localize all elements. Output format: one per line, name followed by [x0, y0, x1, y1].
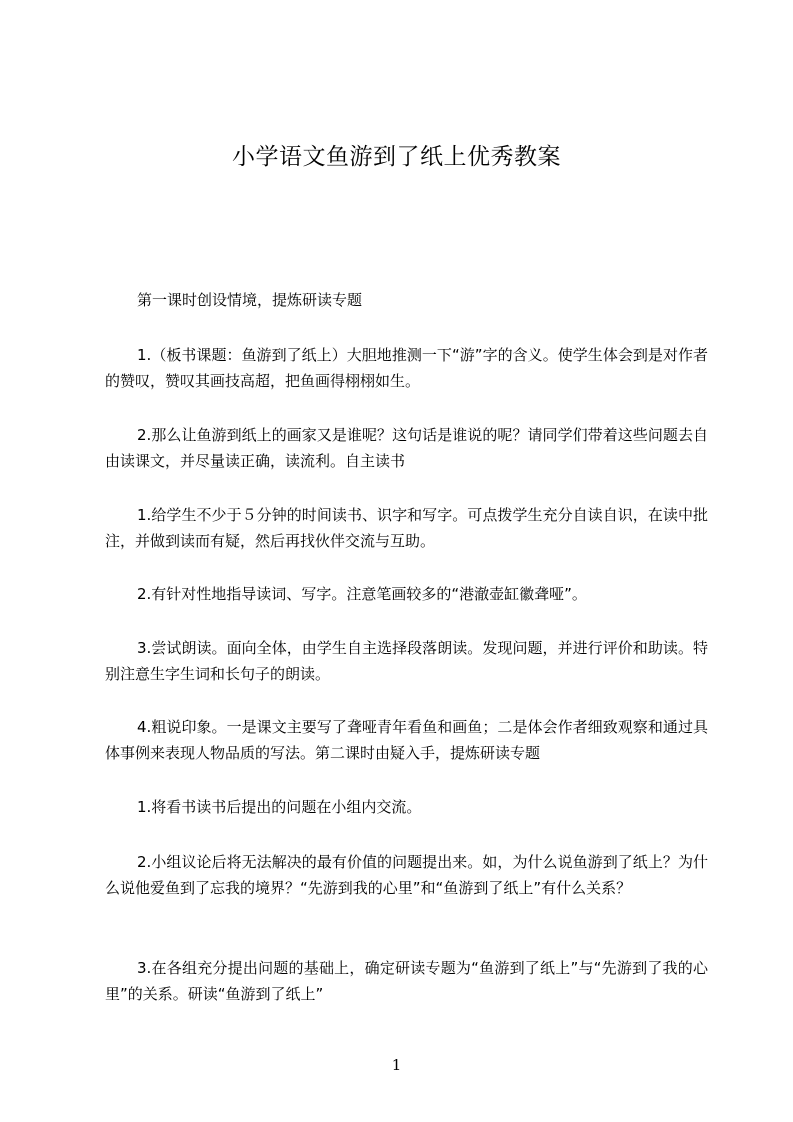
page-number: 1: [391, 1056, 402, 1074]
paragraph: 2.那么让鱼游到纸上的画家又是谁呢？这句话是谁说的呢？请同学们带着这些问题去自由读课文，并尽量读正确，读流利。自主读书: [105, 426, 708, 470]
paragraph: 第一课时创设情境，提炼研读专题: [137, 291, 363, 309]
paragraph: 3.在各组充分提出问题的基础上，确定研读专题为“鱼游到了纸上”与“先游到了我的心里”的关系。研读“鱼游到了纸上”: [105, 959, 708, 1003]
document-title: 小学语文鱼游到了纸上优秀教案: [232, 144, 561, 170]
paragraph: 1.给学生不少于５分钟的时间读书、识字和写字。可点拨学生充分自读自识，在读中批注，并做到读而有疑，然后再找伙伴交流与互助。: [105, 506, 708, 550]
paragraph: 2.小组议论后将无法解决的最有价值的问题提出来。如，为什么说鱼游到了纸上？为什么说他爱鱼到了忘我的境界？“先游到我的心里”和“鱼游到了纸上”有什么关系？: [105, 853, 708, 897]
paragraph: 1.将看书读书后提出的问题在小组内交流。: [137, 798, 422, 816]
paragraph: 1.（板书课题：鱼游到了纸上）大胆地推测一下“游”字的含义。使学生体会到是对作者的赞叹，赞叹其画技高超，把鱼画得栩栩如生。: [105, 346, 708, 390]
paragraph: 3.尝试朗读。面向全体，由学生自主选择段落朗读。发现问题，并进行评价和助读。特别注意生字生词和长句子的朗读。: [105, 639, 708, 683]
paragraph: 4.粗说印象。一是课文主要写了聋哑青年看鱼和画鱼；二是体会作者细致观察和通过具体事例来表现人物品质的写法。第二课时由疑入手，提炼研读专题: [105, 718, 708, 762]
paragraph: 2.有针对性地指导读词、写字。注意笔画较多的“港澈壶缸徽聋哑”。: [137, 585, 587, 603]
